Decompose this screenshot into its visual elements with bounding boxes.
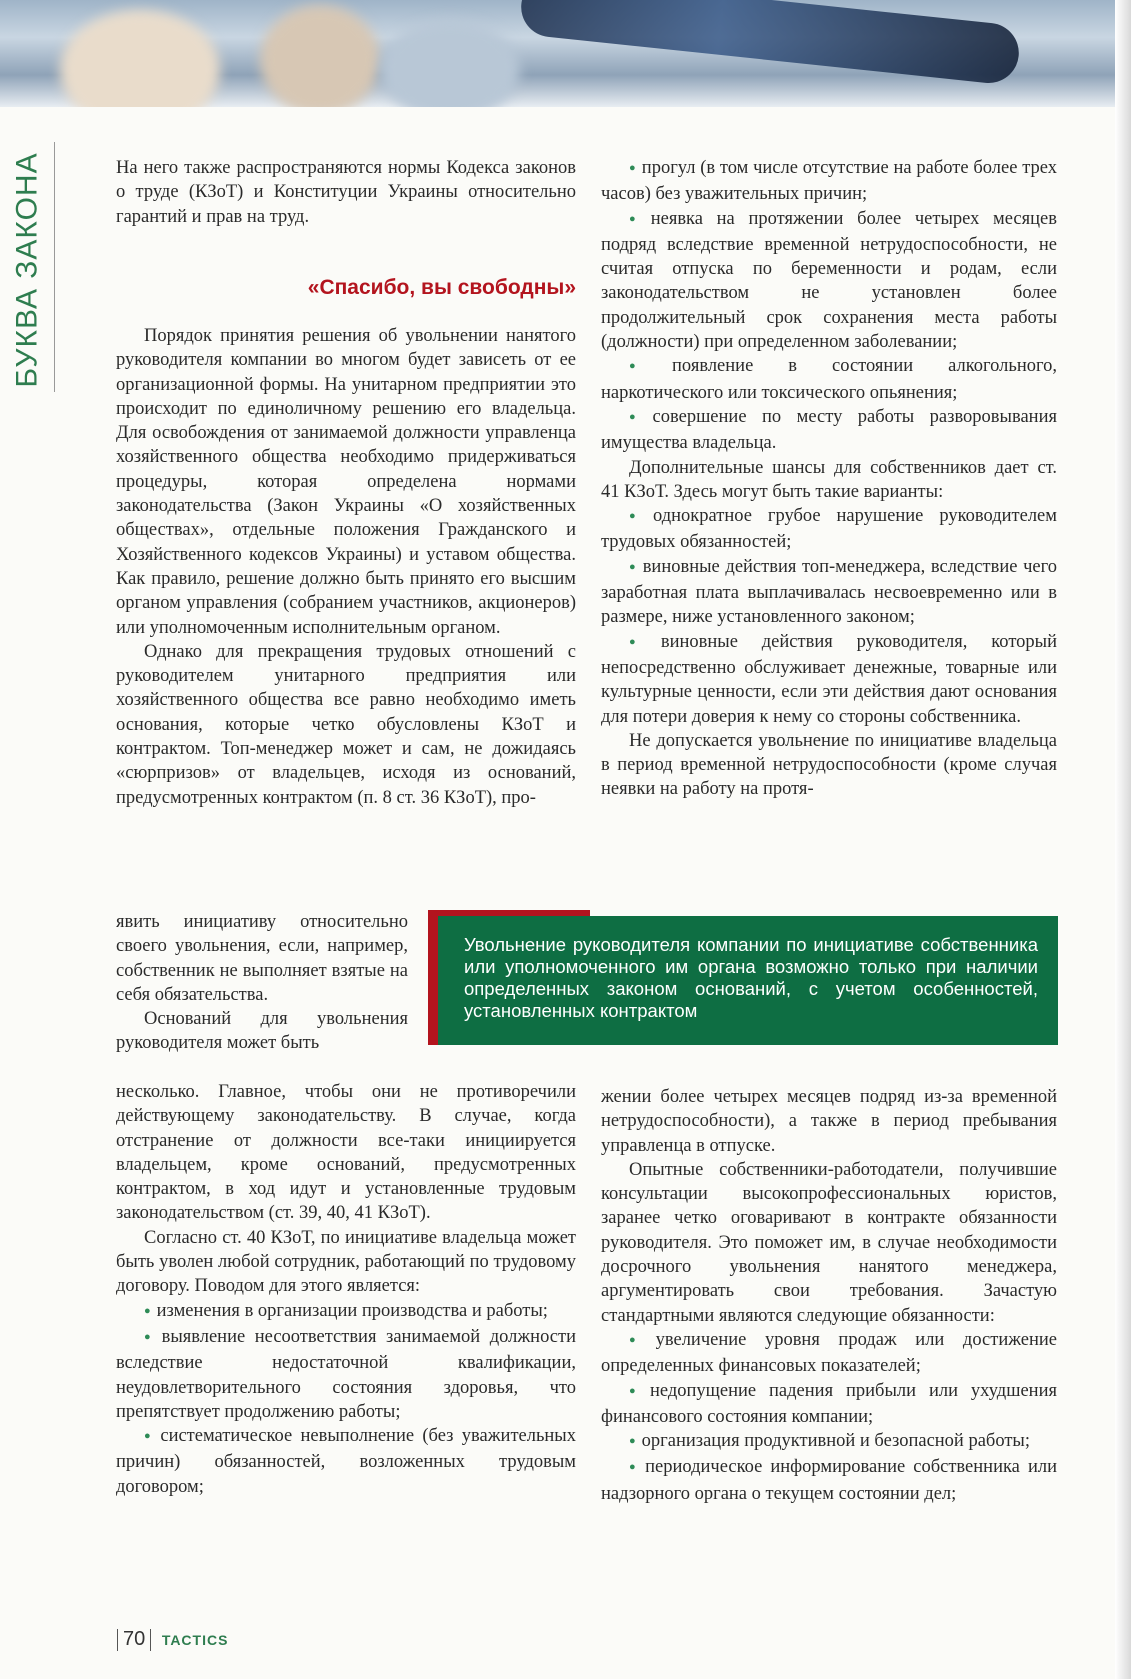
paragraph: несколько. Главное, чтобы они не противоречили действующему законодательству. В случае, когда отстранение от должности все-таки инициируется владельцем, кроме оснований, предусмотренных контрактом, в ход идут и установленные трудовым законодательством (ст. 39, 40, 41 КЗоТ). (116, 1082, 576, 1224)
section-divider (54, 142, 55, 392)
list-item: ● виновные действия руководителя, который непосредственно обслуживает денежные, товарные или культурные ценности, если эти действия дают основания для потери доверия к нему со стороны собственника. (601, 630, 1057, 729)
pull-quote: Увольнение руководителя компании по инициативе собственника или уполномоченного им органа возможно только при наличии определенных законом оснований, с учетом особенностей, установленных контрактом (428, 916, 1058, 1045)
magazine-logo: TACTICS (161, 1632, 229, 1648)
article-subheading: «Спасибо, вы свободны» (307, 276, 576, 299)
list-item: ● недопущение падения прибыли или ухудшения финансового состояния компании; (601, 1379, 1057, 1430)
left-column-bottom (116, 1080, 576, 1499)
list-item: ● организация продуктивной и безопасной работы; (601, 1429, 1057, 1455)
section-label: БУКВА ЗАКОНА (11, 152, 45, 388)
page-footer (112, 1628, 228, 1651)
left-column-narrow (116, 910, 408, 1056)
list-item: ● виновные действия топ-менеджера, вследствие чего заработная плата выплачивалась несвоевременно или в размере, ниже установленного законом; (601, 555, 1057, 630)
right-column-bottom (601, 1085, 1057, 1506)
paragraph: Однако для прекращения трудовых отношений с руководителем унитарного предприятия или хозяйственного общества все равно необходимо иметь основания, которые четко обусловлены КЗоТ и контрактом. Топ-менеджер может и сам, не дожидаясь «сюрпризов» от владельцев, исходя из оснований, предусмотренных контрактом (п. 8 ст. 36 КЗоТ), про- (116, 641, 576, 808)
paragraph: Согласно ст. 40 КЗоТ, по инициативе владельца может быть уволен любой сотрудник, работающий по трудовому договору. Поводом для этого является: (116, 1227, 576, 1297)
list-item: ● однократное грубое нарушение руководителем трудовых обязанностей; (601, 504, 1057, 555)
list-item: ● систематическое невыполнение (без уважительных причин) обязанностей, возложенных трудовым договором; (116, 1424, 576, 1499)
paragraph: явить инициативу относительно своего увольнения, если, например, собственник не выполняет взятые на себя обязательства. (116, 912, 408, 1005)
right-column-top (601, 156, 1057, 802)
list-item: ● неявка на протяжении более четырех месяцев подряд вследствие временной нетрудоспособности, не считая отпуска по беременности и родам, если законодательством не установлен более продолжительный срок сохранения места работы (должности) при определенном заболевании; (601, 207, 1057, 355)
list-item: ● изменения в организации производства и работы; (116, 1299, 576, 1325)
list-item: ● периодическое информирование собственника или надзорного органа о текущем состоянии дел; (601, 1455, 1057, 1506)
paragraph: Опытные собственники-работодатели, получившие консультации высокопрофессиональных юристов, заранее четко оговаривают в контракте обязанности руководителя. Это поможет им, в случае необходимости досрочного увольнения нанятого менеджера, аргументировать свои требования. Зачастую стандартными являются следующие обязанности: (601, 1159, 1057, 1326)
list-item: ● выявление несоответствия занимаемой должности вследствие недостаточной квалификации, неудовлетворительного состояния здоровья, что препятствует продолжению работы; (116, 1325, 576, 1424)
paragraph: жении более четырех месяцев подряд из-за временной нетрудоспособности), а также в период пребывания управленца в отпуске. (601, 1087, 1057, 1156)
list-item: ● увеличение уровня продаж или достижение определенных финансовых показателей; (601, 1328, 1057, 1379)
paragraph: Дополнительные шансы для собственников дает ст. 41 КЗоТ. Здесь могут быть такие варианты: (601, 457, 1057, 502)
left-intro: На него также распространяются нормы Кодекса законов о труде (КЗоТ) и Конституции Украины относительно гарантий и прав на труд. (116, 158, 576, 227)
page-edge (1115, 0, 1131, 1679)
paragraph: Оснований для увольнения руководителя может быть (116, 1009, 408, 1054)
list-item: ● совершение по месту работы разворовывания имущества владельца. (601, 405, 1057, 456)
left-column-top (116, 324, 576, 810)
header-photo (0, 0, 1131, 107)
list-item: ● появление в состоянии алкогольного, наркотического или токсического опьянения; (601, 354, 1057, 405)
page-number: 70 (123, 1628, 146, 1650)
paragraph: Не допускается увольнение по инициативе владельца в период временной нетрудоспособности (кроме случая неявки на работу на протя- (601, 730, 1057, 800)
list-item: ● прогул (в том числе отсутствие на работе более трех часов) без уважительных причин; (601, 156, 1057, 207)
paragraph: Порядок принятия решения об увольнении нанятого руководителя компании во многом будет зависеть от ее организационной формы. На унитарном предприятии это происходит по единоличному решению его владельца. Для освобождения от занимаемой должности управленца хозяйственного общества необходимо придерживаться процедуры, которая определена нормами законодательства (Закон Украины «О хозяйственных обществах», отдельные положения Гражданского и Хозяйственного кодексов Украины) и уставом общества. Как правило, решение должно быть принято его высшим органом управления (собранием участников, акционеров) или уполномоченным исполнительным органом. (116, 326, 576, 638)
